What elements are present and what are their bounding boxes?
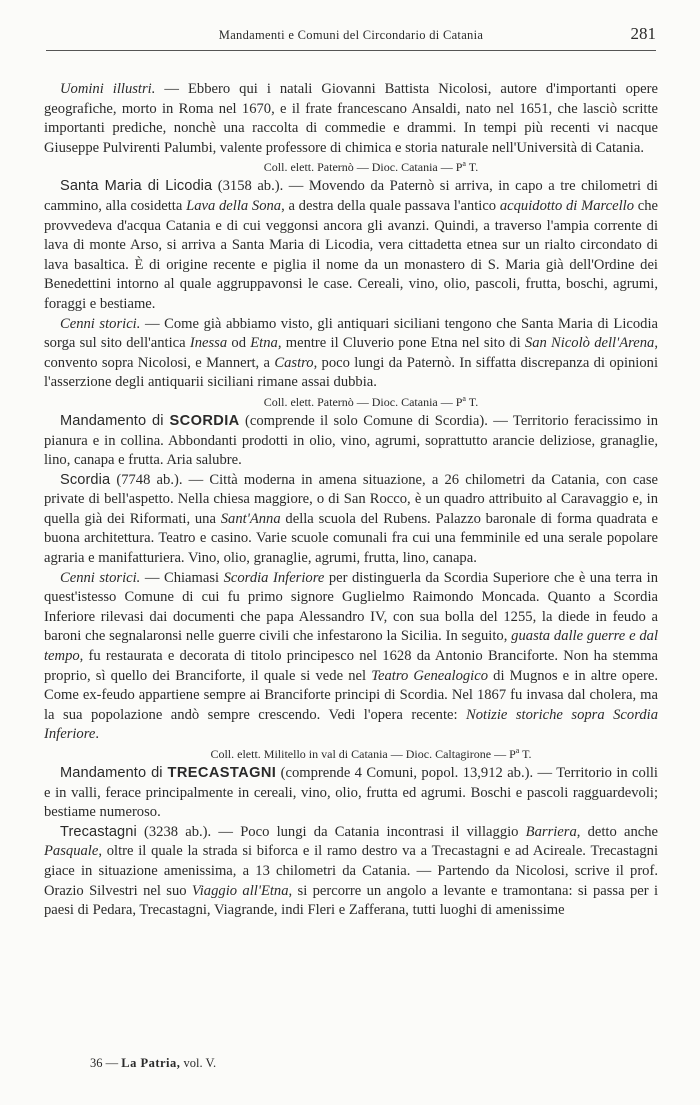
mandamento-name: SCORDIA: [169, 412, 240, 429]
journal-title: La Patria,: [121, 1056, 181, 1070]
signature-mark: 36 —: [90, 1056, 119, 1070]
paragraph-trecastagni: Trecastagni (3238 ab.). — Poco lungi da Catania incontrasi il villaggio Barriera, detto anche Pasquale, oltre il quale la strada si biforca e il ramo destro va a Trecastagni e ad Acireale. Trecastagni giace in situazione amenissima, a 13 chilometri da Catania. — Partendo da Nicolosi, scrive il prof. Orazio Silvestri nel suo Viaggio all'Etna, si percorre un angolo a levante e tramontana: si passa per i paesi di Pedara, Trecastagni, Viagrande, indi Fleri e Zafferana, tutti luoghi di amenissime: [44, 823, 659, 919]
place-name: Santa Maria di Licodia: [60, 178, 213, 195]
section-label: Cenni storici.: [60, 569, 141, 586]
page-header: [46, 22, 656, 51]
paragraph-scordia: Scordia (7748 ab.). — Città moderna in amena situazione, a 26 chilometri da Catania, con case private di bell'aspetto. Nella chiesa maggiore, o di San Rocco, è un quadro attribuito al Caravaggio e, in quella già dei Riformati, una Sant'Anna della scuola del Rubens. Palazzo baronale di forma quadrata e buona architettura. Teatro e casino. Varie scuole comunali fra cui una femminile ed una serale popolare agraria e manifatturiera. Vino, olio, granaglie, agrumi, frutta, lino, canapa.: [44, 471, 658, 567]
running-title: Mandamenti e Comuni del Circondario di Catania: [218, 28, 484, 42]
page-body: [44, 80, 658, 921]
paragraph-mandamento-trecastagni: Mandamento di TRECASTAGNI (comprende 4 Comuni, popol. 13,912 ab.). — Territorio in colli e in valli, ferace principalmente in cereali, vino, olio, frutta ed agrumi. Boschi e pascoli ragguardevoli; bestiame numeroso.: [44, 765, 658, 821]
paragraph-santa-maria-cenni: Cenni storici. — Come già abbiamo visto, gli antiquari siciliani tengono che Santa Maria di Licodia sorga sul sito dell'antica Inessa od Etna, mentre il Cluverio pone Etna nel sito di San Nicolò dell'Arena, convento sopra Nicolosi, e Mannert, a Castro, poco lungi da Paternò. In siffatta discrepanza di opinioni l'asserzione degli antiquarii siciliani rimane assai dubbia.: [44, 315, 659, 391]
paragraph-mandamento-scordia: Mandamento di SCORDIA (comprende il solo Comune di Scordia). — Territorio feracissimo in pianura e in collina. Abbondanti prodotti in olio, vino, agrumi, soprattutto arancie deliziose, granaglie, lino, canapa e frutta. Aria salubre.: [44, 412, 658, 469]
paragraph-uomini-illustri: Uomini illustri. — Ebbero qui i natali Giovanni Battista Nicolosi, autore d'importanti opere geografiche, morto in Roma nel 1670, e il frate francescano Ansaldi, nato nel 1651, che lasciò scritte importanti prediche, nonchè una raccolta di commedie e drammi. In tempi più recenti vi nacque Giuseppe Pulvirenti Palumbi, valente professore di chimica e storia naturale nell'Università di Catania.: [44, 81, 658, 156]
mandamento-name: TRECASTAGNI: [167, 765, 277, 781]
section-label: Cenni storici.: [60, 315, 141, 332]
volume-label: vol. V.: [180, 1056, 217, 1070]
collegio-line: Coll. elett. Paternò — Dioc. Catania — $P^a$ T.: [263, 393, 479, 409]
paragraph-santa-maria: Santa Maria di Licodia (3158 ab.). — Movendo da Paternò si arriva, in capo a tre chilometri di cammino, alla cosidetta Lava della Sona, a destra della quale passava l'antico acquidotto di Marcello che provvedeva d'acqua Catania e di cui veggonsi ancora gli avanzi. Quindi, a traverso l'ampia corrente di lava di monte Arso, si arriva a Santa Maria di Licodia, vera cittadetta etnea sur un rialto circondato di lava basaltica. È di origine recente e piglia il nome da un monastero di S. Maria già dell'Ordine dei Benedettini intorno al quale aggruppavonsi le case. Cereali, vino, olio, pascoli, frutta, boschi, agrumi, foraggi e bestiame.: [44, 178, 659, 312]
collegio-line: Coll. elett. Paternò — Dioc. Catania — $P^a$ T.: [263, 159, 479, 175]
place-name: Scordia: [60, 471, 111, 488]
section-label: Uomini illustri.: [60, 81, 156, 97]
paragraph-scordia-cenni: Cenni storici. — Chiamasi Scordia Inferiore per distinguerla da Scordia Superiore che è una terra in quest'istesso Comune di cui fu primo signore Guglielmo Raimondo Moncada. Quanto a Scordia Inferiore rilevasi dai documenti che papa Alessandro IV, con sua bolla del 1255, la diede in feudo a baroni che segnalaronsi nelle guerre civili che infestarono la Sicilia. In seguito, guasta dalle guerre e dal tempo, fu restaurata e decorata di titolo principesco nel 1628 da Antonio Branciforte. Non ha stemma proprio, sì quello dei Branciforte, il quale si vede nel Teatro Genealogico di Mugnos e in altre opere. Come ex-feudo appartiene sempre ai Branciforte principi di Scordia. Nel 1867 fu invasa dal cholera, ma la sua popolazione andò sempre crescendo. Vedi l'opera recente: Notizie storiche sopra Scordia Inferiore.: [44, 569, 659, 743]
page-number: 281: [630, 24, 656, 43]
page-footer: [90, 1056, 216, 1071]
place-name: Trecastagni: [60, 823, 137, 840]
collegio-line: Coll. elett. Militello in val di Catania — Dioc. Caltagirone — $P^a$ T.: [210, 746, 532, 761]
